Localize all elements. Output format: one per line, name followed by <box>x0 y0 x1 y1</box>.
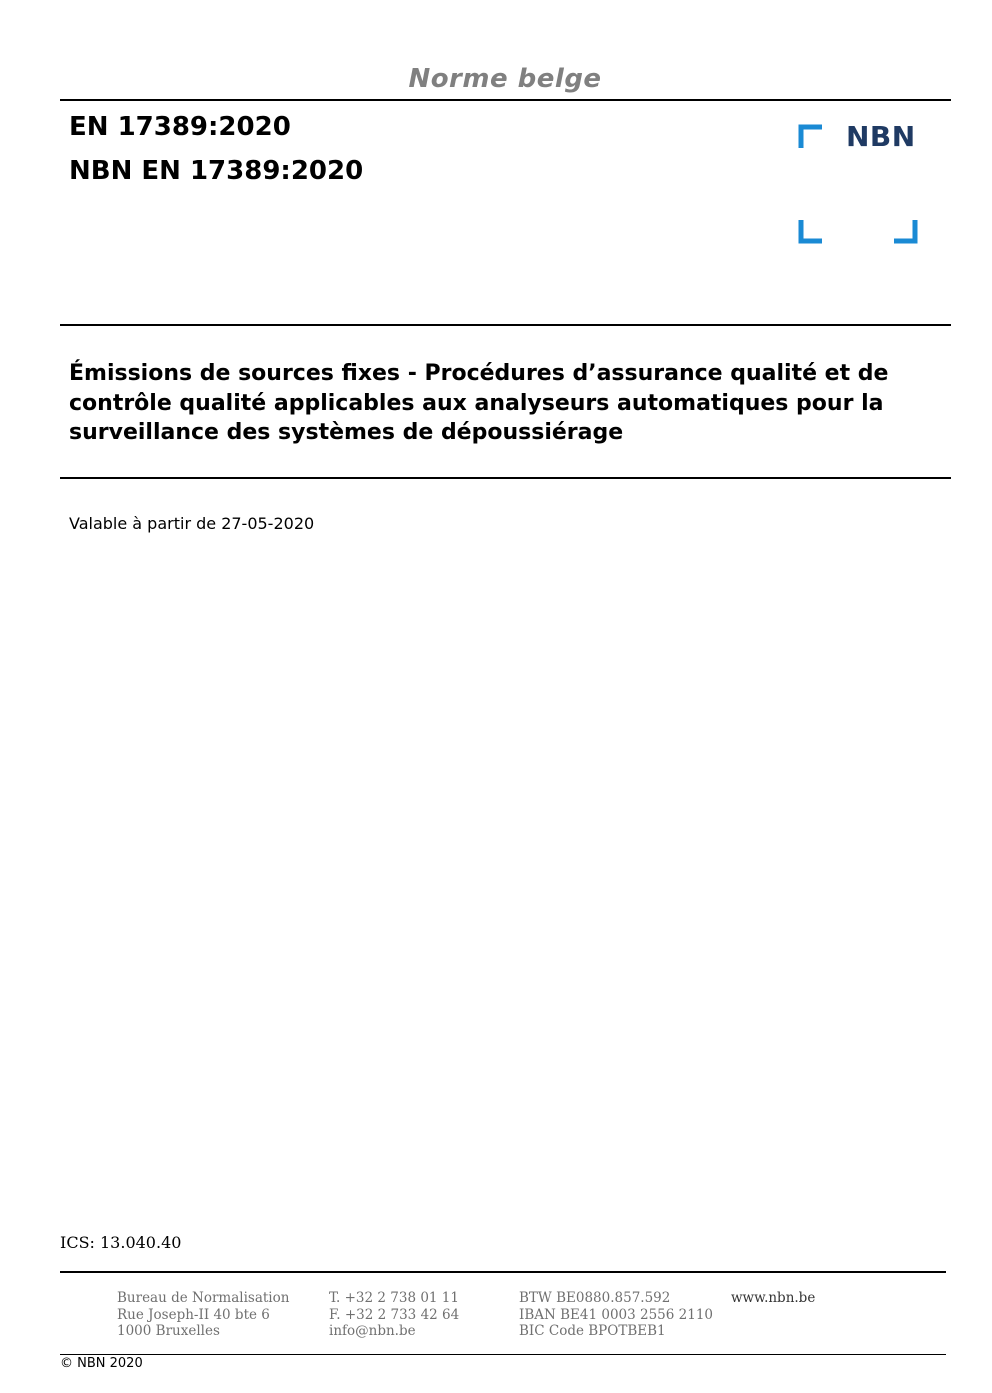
footer-bank <box>519 1290 713 1340</box>
address-line: Rue Joseph-II 40 bte 6 <box>117 1306 270 1323</box>
address-line: 1000 Bruxelles <box>117 1323 220 1339</box>
title-bottom-divider <box>60 477 951 479</box>
document-type-label: Norme belge <box>408 64 602 94</box>
email-link[interactable]: info@nbn.be <box>329 1323 416 1339</box>
title-top-divider <box>60 324 951 326</box>
validity-date: Valable à partir de 27-05-2020 <box>69 514 315 533</box>
standard-number-nbn: NBN EN 17389:2020 <box>69 156 364 186</box>
footer-top-divider <box>60 1271 946 1273</box>
standard-number-en: EN 17389:2020 <box>69 112 291 142</box>
copyright-notice: © NBN 2020 <box>60 1356 143 1371</box>
bic-code: BIC Code BPOTBEB1 <box>519 1323 666 1339</box>
document-title: Émissions de sources fixes - Procédures d’assurance qualité et de contrôle qualité applicables aux analyseurs automatiques pour la surveillance des systèmes de dépoussiérage <box>69 361 889 445</box>
top-divider <box>60 99 951 101</box>
nbn-logo-text: NBN <box>846 120 916 153</box>
vat-number: BTW BE0880.857.592 <box>519 1290 671 1306</box>
footer-contact <box>329 1290 459 1340</box>
iban-number: IBAN BE41 0003 2556 2110 <box>519 1306 714 1323</box>
phone-number: T. +32 2 738 01 11 <box>329 1290 459 1306</box>
footer-address <box>117 1290 289 1340</box>
ics-code: ICS: 13.040.40 <box>60 1233 182 1252</box>
footer-bottom-divider <box>60 1354 946 1355</box>
address-line: Bureau de Normalisation <box>117 1290 290 1306</box>
website-link[interactable]: www.nbn.be <box>731 1290 816 1306</box>
fax-number: F. +32 2 733 42 64 <box>329 1306 460 1323</box>
